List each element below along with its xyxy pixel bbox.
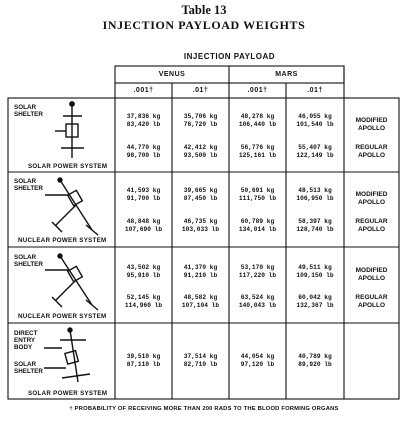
cell-text: 48,513 kg (298, 187, 332, 194)
solar-label: SOLAR (14, 361, 37, 368)
table-cell (229, 144, 286, 160)
cell-text: APOLLO (357, 226, 386, 233)
cell-text: 101,540 lb (296, 121, 334, 128)
table-cell (172, 144, 229, 160)
cell-text: 140,043 lb (238, 302, 277, 309)
cell-text: 55,407 kg (298, 144, 332, 151)
cell-text: 39,510 kg (126, 353, 161, 360)
table-cell (286, 353, 344, 369)
cell-text: REGULAR (355, 144, 388, 151)
table-cell (115, 187, 172, 203)
cell-text: 87,110 lb (126, 361, 161, 368)
mars-header: MARS (275, 71, 298, 78)
cell-text: 44,770 kg (126, 144, 161, 151)
table-cell (229, 218, 286, 234)
config-label (344, 117, 399, 133)
table-cell (286, 294, 344, 310)
cell-text: APOLLO (357, 125, 386, 132)
cell-text: 58,397 kg (298, 218, 332, 225)
shelter-label: SHELTER (14, 261, 43, 268)
cell-text: 106,440 lb (238, 121, 277, 128)
shelter-label: SHELTER (14, 111, 43, 118)
cell-text: 93,500 lb (183, 152, 218, 159)
table-cell (115, 353, 172, 369)
config-label (344, 144, 399, 160)
table-cell (172, 353, 229, 369)
cell-text: 48,848 kg (126, 218, 161, 225)
table-cell (115, 218, 172, 234)
cell-text: 46,735 kg (183, 218, 218, 225)
cell-text: 43,502 kg (126, 264, 161, 271)
cell-text: 46,055 kg (298, 113, 332, 120)
cell-text: 63,524 kg (240, 294, 275, 301)
cell-text: 60,789 kg (240, 218, 275, 225)
table-cell (115, 113, 172, 129)
cell-text: 39,665 kg (183, 187, 218, 194)
table-cell (286, 144, 344, 160)
cell-text: MODIFIED (355, 117, 388, 124)
table-cell (286, 264, 344, 280)
power-system-label: SOLAR POWER SYSTEM (28, 163, 108, 170)
cell-text: 52,145 kg (126, 294, 161, 301)
cell-text: 107,104 lb (181, 302, 220, 309)
cell-text: 44,054 kg (240, 353, 275, 360)
shelter-label: SHELTER (14, 185, 43, 192)
cell-text: 114,960 lb (124, 302, 163, 309)
cell-text: 40,789 kg (298, 353, 332, 360)
cell-text: 78,720 lb (183, 121, 218, 128)
cell-text: 132,367 lb (296, 302, 334, 309)
cell-text: 42,412 kg (183, 144, 218, 151)
cell-text: 60,042 kg (298, 294, 332, 301)
config-label (344, 267, 399, 283)
cell-text: 91,210 lb (183, 272, 218, 279)
prob-header: .01† (307, 87, 323, 94)
cell-text: APOLLO (357, 152, 386, 159)
cell-text: 103,033 lb (181, 226, 220, 233)
cell-text: 107,690 lb (124, 226, 163, 233)
cell-text: 82,710 lb (183, 361, 218, 368)
table-cell (115, 264, 172, 280)
cell-text: 41,370 kg (183, 264, 218, 271)
table-number: Table 13 (181, 3, 227, 17)
cell-text: 122,149 lb (296, 152, 334, 159)
table-cell (172, 218, 229, 234)
cell-text: 98,700 lb (126, 152, 161, 159)
table-cell (229, 353, 286, 369)
cell-text: 53,170 kg (240, 264, 275, 271)
table-cell (172, 294, 229, 310)
table-cell (172, 264, 229, 280)
cell-text: 91,700 lb (126, 195, 161, 202)
cell-text: 48,582 kg (183, 294, 218, 301)
cell-text: APOLLO (357, 199, 386, 206)
cell-text: 111,750 lb (238, 195, 277, 202)
cell-text: 89,920 lb (298, 361, 332, 368)
direct-label: DIRECT (14, 330, 38, 337)
prob-header: .001† (133, 87, 154, 94)
cell-text: 83,420 lb (126, 121, 161, 128)
cell-text: 106,950 lb (296, 195, 334, 202)
cell-text: APOLLO (357, 302, 386, 309)
table-cell (172, 113, 229, 129)
cell-text: 37,836 kg (126, 113, 161, 120)
cell-text: MODIFIED (355, 267, 388, 274)
body-label: BODY (14, 344, 33, 351)
cell-text: 128,740 lb (296, 226, 334, 233)
cell-text: 48,278 kg (240, 113, 275, 120)
config-label (344, 218, 399, 234)
config-label (344, 191, 399, 207)
cell-text: 125,161 lb (238, 152, 277, 159)
table-cell (229, 264, 286, 280)
power-system-label: SOLAR POWER SYSTEM (28, 390, 108, 397)
power-system-label: NUCLEAR POWER SYSTEM (18, 237, 107, 244)
cell-text: 109,150 lb (296, 272, 334, 279)
cell-text: REGULAR (355, 294, 388, 301)
injection-payload-header: INJECTION PAYLOAD (183, 52, 276, 61)
prob-header: .01† (192, 87, 209, 94)
cell-text: 50,691 kg (240, 187, 275, 194)
table-cell (229, 294, 286, 310)
cell-text: 49,511 kg (298, 264, 332, 271)
table-cell (286, 187, 344, 203)
cell-text: 134,014 lb (238, 226, 277, 233)
config-label (344, 294, 399, 310)
entry-label: ENTRY (14, 337, 36, 344)
footnote: † PROBABILITY OF RECEIVING MORE THAN 200 RADS TO THE BLOOD FORMING ORGANS (69, 406, 339, 412)
cell-text: 87,450 lb (183, 195, 218, 202)
cell-text: 56,776 kg (240, 144, 275, 151)
cell-text: REGULAR (355, 218, 388, 225)
table-cell (286, 113, 344, 129)
cell-text: 97,120 lb (240, 361, 275, 368)
cell-text: APOLLO (357, 275, 386, 282)
cell-text: 95,910 lb (126, 272, 161, 279)
table-cell (286, 218, 344, 234)
cell-text: 41,593 kg (126, 187, 161, 194)
cell-text: 35,706 kg (183, 113, 218, 120)
prob-header: .001† (247, 87, 268, 94)
solar-label: SOLAR (14, 104, 37, 111)
solar-label: SOLAR (14, 178, 37, 185)
cell-text: 37,514 kg (183, 353, 218, 360)
venus-header: VENUS (158, 71, 186, 78)
table-title: INJECTION PAYLOAD WEIGHTS (102, 18, 306, 32)
power-system-label: NUCLEAR POWER SYSTEM (18, 313, 107, 320)
table-cell (115, 144, 172, 160)
shelter-label: SHELTER (14, 368, 43, 375)
solar-label: SOLAR (14, 254, 37, 261)
table-cell (229, 187, 286, 203)
table-cell (115, 294, 172, 310)
table-cell (172, 187, 229, 203)
table-cell (229, 113, 286, 129)
cell-text: MODIFIED (355, 191, 388, 198)
cell-text: 117,220 lb (238, 272, 277, 279)
